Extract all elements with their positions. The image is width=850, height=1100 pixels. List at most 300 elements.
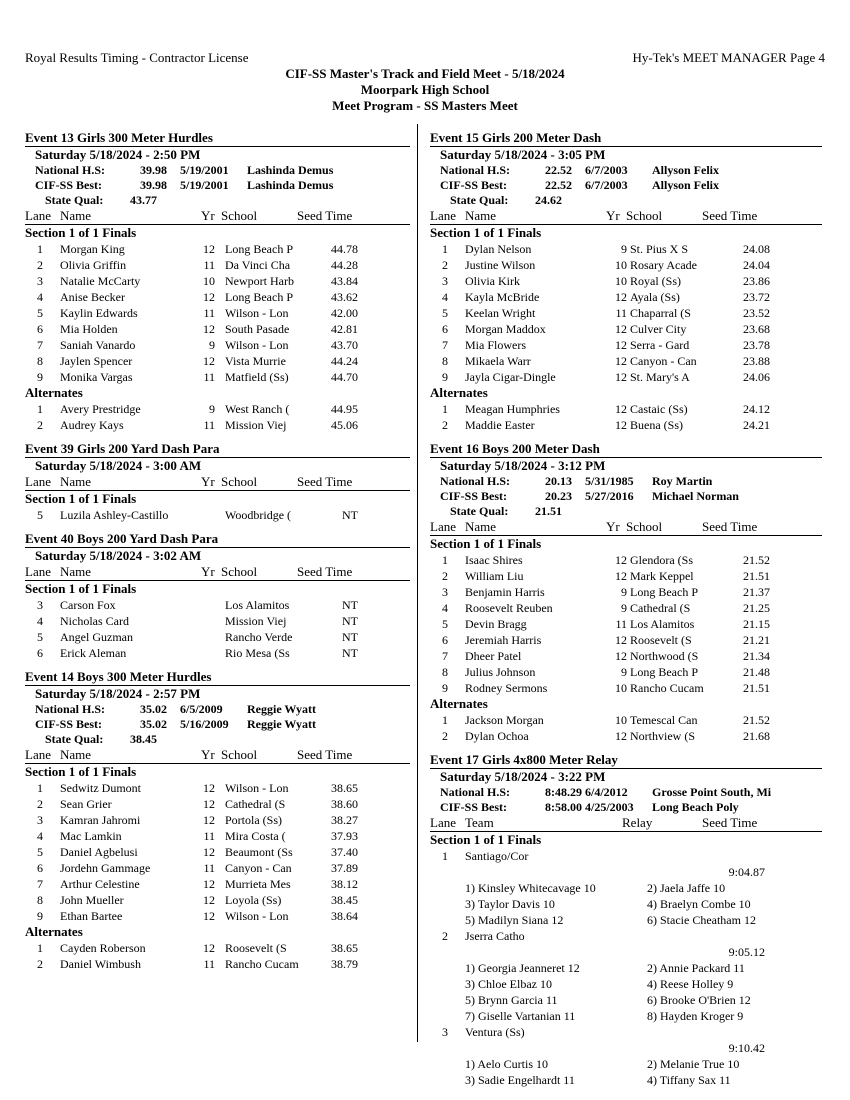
seed-time: 44.24 [331, 354, 358, 368]
seed-time: 38.60 [331, 797, 358, 811]
lane: 4 [442, 601, 448, 615]
record-date: 5/31/1985 [585, 474, 634, 488]
lane: 7 [37, 877, 43, 891]
event-date-block [430, 146, 822, 208]
record-label: National H.S: [35, 702, 106, 716]
seed-time: NT [342, 646, 358, 660]
grade: 12 [203, 813, 215, 827]
event-date-block [430, 457, 822, 519]
seed-time: 23.52 [743, 306, 770, 320]
school: Castaic (Ss) [630, 402, 688, 416]
grade: 12 [203, 354, 215, 368]
seed-time: 21.51 [743, 569, 770, 583]
athlete-name: Jayla Cigar-Dingle [465, 370, 556, 384]
runner: 2) Melanie True 10 [647, 1057, 740, 1071]
grade: 10 [615, 258, 627, 272]
seed-time: 9:10.42 [728, 1041, 765, 1055]
athlete-name: Benjamin Harris [465, 585, 545, 599]
seed-time: 21.51 [743, 681, 770, 695]
seed-time: 42.00 [331, 306, 358, 320]
seed-time: 45.06 [331, 418, 358, 432]
record-state [440, 193, 822, 208]
grade: 12 [203, 242, 215, 256]
athlete-name: Olivia Kirk [465, 274, 520, 288]
grade: 11 [203, 258, 215, 272]
lane: 8 [442, 665, 448, 679]
entry-row [25, 241, 410, 257]
athlete-name: Mia Holden [60, 322, 118, 336]
lane: 2 [442, 729, 448, 743]
athlete-name: Dheer Patel [465, 649, 522, 663]
school: Roosevelt (S [225, 941, 287, 955]
athlete-name: Jaylen Spencer [60, 354, 133, 368]
lane: 2 [37, 418, 43, 432]
name-header: Name [60, 474, 92, 489]
seed-time: 24.08 [743, 242, 770, 256]
grade: 12 [203, 877, 215, 891]
grade: 12 [203, 781, 215, 795]
event-gap [25, 972, 410, 980]
record-date: 6/4/2012 [585, 785, 628, 799]
seed-time: 43.70 [331, 338, 358, 352]
record-date: 4/25/2003 [585, 800, 634, 814]
seed-time: 38.27 [331, 813, 358, 827]
seed-time: 9:05.12 [728, 945, 765, 959]
entry-row [430, 712, 822, 728]
grade: 12 [615, 649, 627, 663]
event-gap [25, 661, 410, 669]
lane-header: Lane [25, 208, 51, 223]
runner: 6) Brooke O'Brien 12 [647, 993, 751, 1007]
school: Vista Murrie [225, 354, 286, 368]
record-label: CIF-SS Best: [35, 717, 103, 731]
athlete-name: Audrey Kays [60, 418, 124, 432]
event-date-block [25, 547, 410, 564]
entry-row [25, 289, 410, 305]
lane-header: Lane [25, 564, 51, 579]
header-left: Royal Results Timing - Contractor License [25, 50, 249, 65]
lane: 7 [442, 649, 448, 663]
grade: 9 [209, 338, 215, 352]
seed-time: 23.68 [743, 322, 770, 336]
entry-row [25, 876, 410, 892]
record-holder: Long Beach Poly [652, 800, 739, 814]
seed-time: 21.37 [743, 585, 770, 599]
record-date: 5/19/2001 [180, 163, 229, 177]
athlete-name: Arthur Celestine [60, 877, 140, 891]
seed-time: 24.21 [743, 418, 770, 432]
lane: 2 [442, 569, 448, 583]
athlete-name: Morgan Maddox [465, 322, 546, 336]
section-label: Section 1 of 1 Finals [430, 832, 542, 847]
event-date-block [25, 146, 410, 208]
seed-time: 43.84 [331, 274, 358, 288]
lane: 1 [442, 402, 448, 416]
school-header: School [221, 564, 258, 579]
runner: 3) Sadie Engelhardt 11 [465, 1073, 575, 1087]
relay-team-row [430, 1024, 822, 1040]
school: Northwood (S [630, 649, 699, 663]
seed-time: 37.89 [331, 861, 358, 875]
event-date: Saturday 5/18/2024 - 3:05 PM [440, 147, 606, 162]
yr-header: Yr [201, 747, 215, 762]
runner: 1) Georgia Jeanneret 12 [465, 961, 580, 975]
record-time: 35.02 [140, 717, 167, 731]
entry-row [25, 844, 410, 860]
column-headers [430, 519, 822, 536]
grade: 10 [615, 274, 627, 288]
athlete-name: Olivia Griffin [60, 258, 127, 272]
seed-time: 21.15 [743, 617, 770, 631]
seed-time: NT [342, 630, 358, 644]
entry-row [25, 353, 410, 369]
athlete-name: Avery Prestridge [60, 402, 141, 416]
record-time: 8:58.00 [545, 800, 582, 814]
school: Long Beach P [225, 242, 293, 256]
school: Temescal Can [630, 713, 698, 727]
lane: 6 [37, 322, 43, 336]
grade: 11 [203, 370, 215, 384]
school: Mira Costa ( [225, 829, 286, 843]
column-headers [25, 564, 410, 581]
school: Wilson - Lon [225, 306, 289, 320]
seed-time: 21.52 [743, 553, 770, 567]
school-header: School [221, 747, 258, 762]
school: Wilson - Lon [225, 781, 289, 795]
grade: 9 [621, 585, 627, 599]
seed-time: 23.78 [743, 338, 770, 352]
event-date: Saturday 5/18/2024 - 3:12 PM [440, 458, 606, 473]
lane: 9 [442, 681, 448, 695]
lane: 7 [442, 338, 448, 352]
runner: 5) Brynn Garcia 11 [465, 993, 558, 1007]
name-header: Name [60, 208, 92, 223]
school: Da Vinci Cha [225, 258, 291, 272]
team-name: Santiago/Cor [465, 849, 529, 863]
meet-venue: Moorpark High School [360, 82, 490, 97]
lane: 1 [442, 553, 448, 567]
event-title: Event 39 Girls 200 Yard Dash Para [25, 441, 220, 456]
school: St. Pius X S [630, 242, 689, 256]
record-label: State Qual: [450, 193, 509, 207]
lane: 1 [37, 941, 43, 955]
yr-header: Yr [606, 208, 620, 223]
school: Chaparral (S [630, 306, 691, 320]
athlete-name: William Liu [465, 569, 524, 583]
entry-row [430, 632, 822, 648]
school-header: School [221, 208, 258, 223]
seed-time: 38.45 [331, 893, 358, 907]
lane: 1 [37, 402, 43, 416]
school: Beaumont (Ss [225, 845, 293, 859]
school: Royal (Ss) [630, 274, 681, 288]
lane-header: Lane [430, 208, 456, 223]
relay-runners-row [430, 1008, 822, 1024]
seed-header: Seed Time [297, 208, 353, 223]
record-time: 39.98 [140, 163, 167, 177]
lane: 7 [37, 338, 43, 352]
athlete-name: Maddie Easter [465, 418, 535, 432]
event-date: Saturday 5/18/2024 - 3:22 PM [440, 769, 606, 784]
lane: 1 [37, 781, 43, 795]
right-column [430, 130, 822, 1096]
event-date: Saturday 5/18/2024 - 3:02 AM [35, 548, 202, 563]
seed-time: 24.04 [743, 258, 770, 272]
record-state [35, 732, 410, 747]
section-label: Section 1 of 1 Finals [430, 225, 542, 240]
lane: 5 [37, 508, 43, 522]
runner: 2) Annie Packard 11 [647, 961, 745, 975]
athlete-name: Julius Johnson [465, 665, 536, 679]
lane: 2 [442, 418, 448, 432]
athlete-name: Natalie McCarty [60, 274, 141, 288]
school: Loyola (Ss) [225, 893, 282, 907]
record-national [440, 163, 822, 178]
lane: 5 [37, 630, 43, 644]
meet-program: Meet Program - SS Masters Meet [332, 98, 518, 113]
entry-row [430, 600, 822, 616]
name-header: Name [60, 564, 92, 579]
entry-row [430, 664, 822, 680]
seed-time: 38.12 [331, 877, 358, 891]
lane: 1 [37, 242, 43, 256]
name-header: Name [60, 747, 92, 762]
seed-time: 24.12 [743, 402, 770, 416]
record-cifss [440, 178, 822, 193]
record-national [440, 785, 822, 800]
school-header: School [626, 519, 663, 534]
relay-runners-row [430, 912, 822, 928]
record-date: 6/7/2003 [585, 163, 628, 177]
entry-row [430, 257, 822, 273]
entry-row [430, 353, 822, 369]
athlete-name: Jeremiah Harris [465, 633, 542, 647]
yr-header: Yr [201, 564, 215, 579]
school: Northview (S [630, 729, 695, 743]
entry-row [430, 273, 822, 289]
entry-row [25, 507, 410, 523]
athlete-name: Jackson Morgan [465, 713, 544, 727]
record-date: 6/7/2003 [585, 178, 628, 192]
event-title: Event 17 Girls 4x800 Meter Relay [430, 752, 618, 767]
grade: 9 [621, 242, 627, 256]
column-headers [25, 474, 410, 491]
lane: 2 [37, 258, 43, 272]
athlete-name: Morgan King [60, 242, 125, 256]
event-e39 [25, 441, 410, 523]
record-state [440, 504, 822, 519]
school: Canyon - Can [225, 861, 292, 875]
lane: 3 [442, 1025, 448, 1039]
relay-seed-row [430, 1040, 822, 1056]
event-title: Event 40 Boys 200 Yard Dash Para [25, 531, 219, 546]
record-time: 20.13 [545, 474, 572, 488]
school: Buena (Ss) [630, 418, 683, 432]
entry-row [430, 680, 822, 696]
record-holder: Allyson Felix [652, 163, 720, 177]
school: Cathedral (S [630, 601, 691, 615]
entry-row [25, 321, 410, 337]
column-divider [417, 124, 418, 1042]
seed-time: 38.79 [331, 957, 358, 971]
athlete-name: Kaylin Edwards [60, 306, 138, 320]
seed-time: 21.48 [743, 665, 770, 679]
record-time: 21.51 [535, 504, 562, 518]
seed-time: 37.93 [331, 829, 358, 843]
grade: 12 [615, 370, 627, 384]
seed-time: NT [342, 598, 358, 612]
grade: 12 [615, 338, 627, 352]
record-label: National H.S: [35, 163, 106, 177]
grade: 12 [615, 729, 627, 743]
lane: 9 [37, 370, 43, 384]
entry-row [430, 289, 822, 305]
seed-time: 21.34 [743, 649, 770, 663]
seed-header: Seed Time [297, 564, 353, 579]
seed-time: 21.68 [743, 729, 770, 743]
name-header: Name [465, 208, 497, 223]
grade: 10 [615, 681, 627, 695]
athlete-name: Luzila Ashley-Castillo [60, 508, 169, 522]
school: Wilson - Lon [225, 909, 289, 923]
athlete-name: Meagan Humphries [465, 402, 560, 416]
entry-row [430, 401, 822, 417]
seed-time: 38.65 [331, 781, 358, 795]
athlete-name: Anise Becker [60, 290, 125, 304]
event-title: Event 15 Girls 200 Meter Dash [430, 130, 602, 145]
entry-row [430, 369, 822, 385]
entry-row [25, 940, 410, 956]
runner: 1) Aelo Curtis 10 [465, 1057, 548, 1071]
seed-time: 44.70 [331, 370, 358, 384]
lane-header: Lane [430, 815, 456, 830]
event-e16 [430, 441, 822, 744]
record-holder: Reggie Wyatt [247, 717, 316, 731]
entry-row [25, 417, 410, 433]
entry-row [430, 417, 822, 433]
relay-runners-row [430, 1072, 822, 1088]
section-label: Section 1 of 1 Finals [25, 764, 137, 779]
lane: 3 [37, 598, 43, 612]
record-holder: Grosse Point South, Mi [652, 785, 772, 799]
relay-runners-row [430, 976, 822, 992]
record-time: 39.98 [140, 178, 167, 192]
event-e40 [25, 531, 410, 661]
relay-runners-row [430, 992, 822, 1008]
grade: 10 [203, 274, 215, 288]
lane: 9 [37, 909, 43, 923]
grade: 12 [615, 402, 627, 416]
seed-header: Seed Time [297, 747, 353, 762]
lane: 2 [442, 929, 448, 943]
record-holder: Michael Norman [652, 489, 739, 503]
entry-row [25, 780, 410, 796]
lane: 5 [442, 306, 448, 320]
athlete-name: Monika Vargas [60, 370, 133, 384]
seed-time: 9:04.87 [728, 865, 765, 879]
relay-seed-row [430, 944, 822, 960]
athlete-name: Daniel Agbelusi [60, 845, 138, 859]
school: Portola (Ss) [225, 813, 282, 827]
school: Woodbridge ( [225, 508, 292, 522]
record-label: CIF-SS Best: [440, 489, 508, 503]
grade: 12 [615, 569, 627, 583]
event-title: Event 13 Girls 300 Meter Hurdles [25, 130, 213, 145]
grade: 12 [615, 354, 627, 368]
seed-time: 21.52 [743, 713, 770, 727]
event-gap [430, 433, 822, 441]
relay-runners-row [430, 1056, 822, 1072]
school: Wilson - Lon [225, 338, 289, 352]
grade: 12 [615, 322, 627, 336]
section-label: Section 1 of 1 Finals [430, 536, 542, 551]
lane: 2 [37, 797, 43, 811]
lane-header: Lane [25, 474, 51, 489]
entry-row [25, 401, 410, 417]
athlete-name: Erick Aleman [60, 646, 127, 660]
team-name: Ventura (Ss) [465, 1025, 525, 1039]
athlete-name: Kayla McBride [465, 290, 540, 304]
record-label: National H.S: [440, 785, 511, 799]
header-right: Hy-Tek's MEET MANAGER Page 4 [632, 50, 825, 65]
athlete-name: Angel Guzman [60, 630, 133, 644]
runner: 3) Taylor Davis 10 [465, 897, 555, 911]
record-national [440, 474, 822, 489]
school: Mission Viej [225, 614, 287, 628]
event-e14 [25, 669, 410, 972]
record-time: 35.02 [140, 702, 167, 716]
lane: 9 [442, 370, 448, 384]
lane: 1 [442, 713, 448, 727]
school: Canyon - Can [630, 354, 697, 368]
grade: 12 [203, 290, 215, 304]
event-date: Saturday 5/18/2024 - 2:50 PM [35, 147, 201, 162]
relay-header: Relay [622, 815, 653, 830]
team-header: Team [465, 815, 494, 830]
event-date-block [25, 685, 410, 747]
seed-time: 44.28 [331, 258, 358, 272]
name-header: Name [465, 519, 497, 534]
seed-time: 23.86 [743, 274, 770, 288]
lane: 8 [442, 354, 448, 368]
school: South Pasade [225, 322, 290, 336]
lane-header: Lane [430, 519, 456, 534]
column-headers [430, 208, 822, 225]
lane: 8 [37, 893, 43, 907]
seed-header: Seed Time [297, 474, 353, 489]
entry-row [430, 552, 822, 568]
event-gap [25, 433, 410, 441]
seed-time: 21.21 [743, 633, 770, 647]
athlete-name: Mac Lamkin [60, 829, 122, 843]
entry-row [25, 629, 410, 645]
grade: 11 [615, 617, 627, 631]
lane-header: Lane [25, 747, 51, 762]
school: Los Alamitos [630, 617, 695, 631]
relay-runners-row [430, 880, 822, 896]
athlete-name: Roosevelt Reuben [465, 601, 553, 615]
event-title: Event 16 Boys 200 Meter Dash [430, 441, 600, 456]
alternates-label: Alternates [25, 924, 83, 939]
lane: 3 [37, 813, 43, 827]
grade: 9 [621, 601, 627, 615]
runner: 5) Madilyn Siana 12 [465, 913, 564, 927]
seed-header: Seed Time [702, 815, 758, 830]
school: Rancho Verde [225, 630, 293, 644]
entry-row [25, 369, 410, 385]
lane: 4 [37, 614, 43, 628]
record-date: 5/19/2001 [180, 178, 229, 192]
